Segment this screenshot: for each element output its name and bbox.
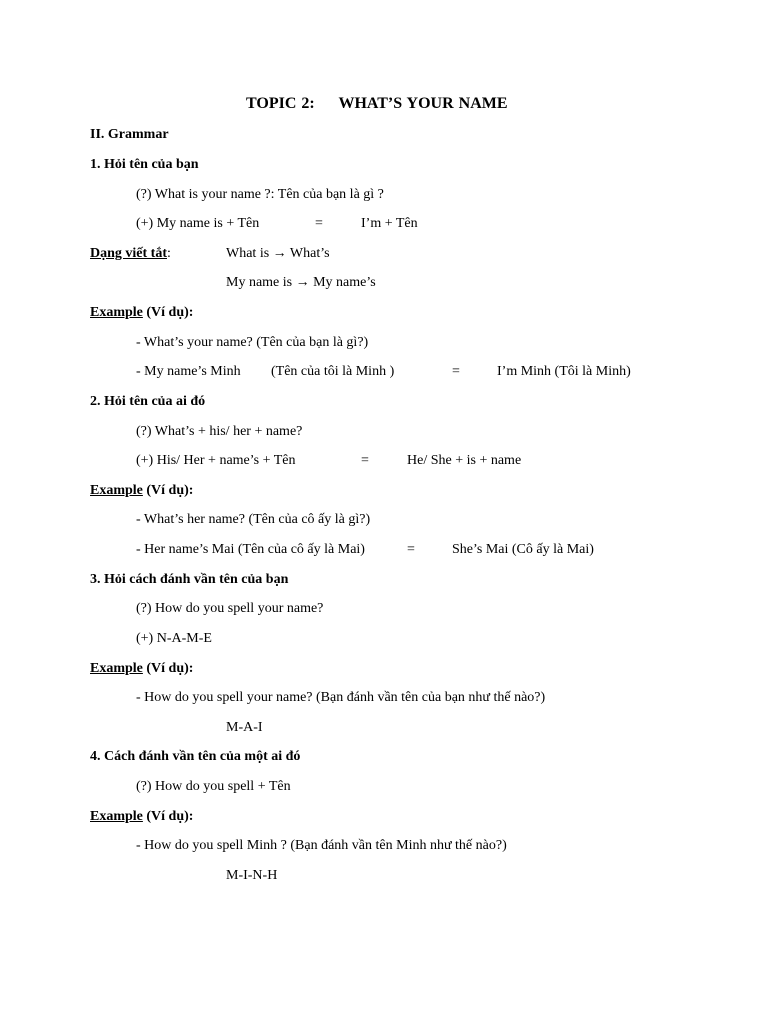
part2-example-1: - What’s her name? (Tên của cô ấy là gì?): [136, 512, 371, 527]
example-label-text: Example: [90, 305, 143, 320]
part1-example-2-middle: (Tên của tôi là Minh ): [271, 364, 395, 379]
part3-heading: 3. Hỏi cách đánh vần tên của bạn: [90, 572, 289, 587]
part2-answer-left: (+) His/ Her + name’s + Tên: [136, 453, 296, 468]
part3-answer: (+) N-A-M-E: [136, 631, 212, 646]
example-label-text: Example: [90, 661, 143, 676]
part1-answer-right: I’m + Tên: [361, 216, 418, 231]
part4-question: (?) How do you spell + Tên: [136, 779, 291, 794]
part4-example-2: M-I-N-H: [226, 868, 278, 883]
part2-example-2-right: She’s Mai (Cô ấy là Mai): [452, 542, 594, 557]
part1-short-form-2: My name is → My name’s: [226, 275, 376, 290]
page-title: [246, 95, 508, 113]
part1-answer-left: (+) My name is + Tên: [136, 216, 260, 231]
part4-example-1: - How do you spell Minh ? (Bạn đánh vần tên Minh như thế nào?): [136, 838, 507, 853]
example-label-text: Example: [90, 809, 143, 824]
example-label-vi: (Ví dụ):: [142, 809, 194, 824]
example-label-vi: (Ví dụ):: [142, 483, 194, 498]
part1-short-form-label: [90, 245, 171, 263]
part2-heading: 2. Hỏi tên của ai đó: [90, 394, 206, 409]
part1-question: (?) What is your name ?: Tên của bạn là gì ?: [136, 187, 384, 202]
part2-question: (?) What’s + his/ her + name?: [136, 424, 303, 439]
part3-example-label: [90, 660, 193, 678]
short-form-label-text: Dạng viết tắt: [90, 246, 167, 261]
part3-example-1: - How do you spell your name? (Bạn đánh vần tên của bạn như thế nào?): [136, 690, 546, 705]
part2-example-2-left: - Her name’s Mai (Tên của cô ấy là Mai): [136, 542, 365, 557]
part1-example-2-left: - My name’s Minh: [136, 364, 241, 379]
example-label-text: Example: [90, 483, 143, 498]
part1-example-1: - What’s your name? (Tên của bạn là gì?): [136, 335, 369, 350]
part1-example-label: [90, 304, 193, 322]
section-heading: II. Grammar: [90, 127, 169, 142]
part2-example-2-equals: =: [407, 542, 415, 557]
title-topic: TOPIC 2:: [246, 95, 315, 112]
example-label-vi: (Ví dụ):: [142, 661, 194, 676]
part1-example-2-equals: =: [452, 364, 460, 379]
example-label-vi: (Ví dụ):: [142, 305, 194, 320]
part2-answer-equals: =: [361, 453, 369, 468]
part4-heading: 4. Cách đánh vần tên của một ai đó: [90, 749, 301, 764]
part4-example-label: [90, 808, 193, 826]
part1-heading: 1. Hỏi tên của bạn: [90, 157, 199, 172]
part2-answer-right: He/ She + is + name: [407, 453, 522, 468]
part1-answer-equals: =: [315, 216, 323, 231]
part2-example-label: [90, 482, 193, 500]
title-name: WHAT’S YOUR NAME: [338, 95, 508, 112]
short-form-colon: :: [167, 246, 171, 261]
part3-question: (?) How do you spell your name?: [136, 601, 324, 616]
part3-example-2: M-A-I: [226, 720, 263, 735]
part1-short-form-1: What is → What’s: [226, 246, 330, 261]
part1-example-2-right: I’m Minh (Tôi là Minh): [497, 364, 631, 379]
